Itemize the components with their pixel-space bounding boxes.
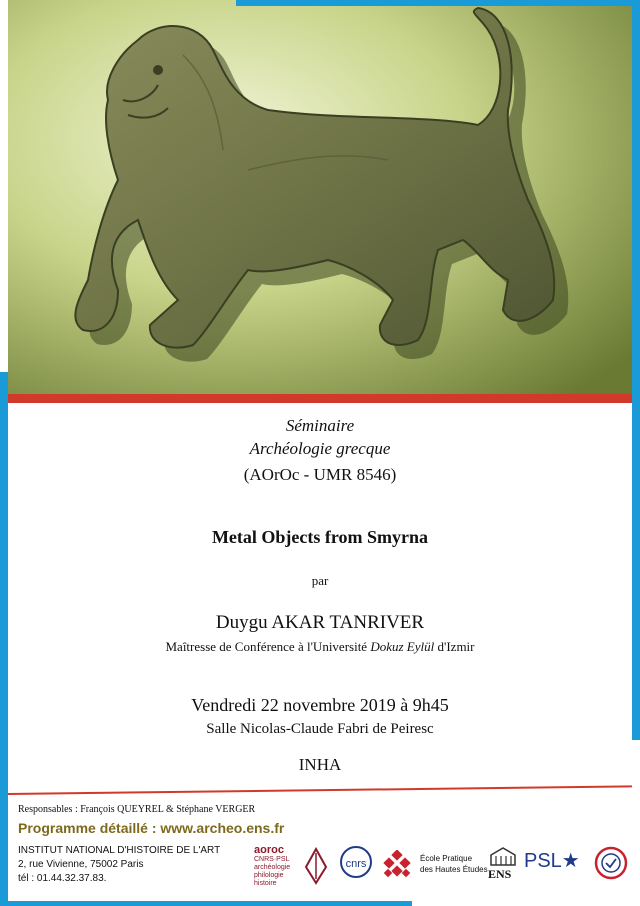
event-room: Salle Nicolas-Claude Fabri de Peiresc (206, 721, 434, 737)
footer-divider (8, 785, 632, 795)
speaker-affiliation (0, 639, 640, 655)
seminar-label: Séminaire (285, 416, 355, 435)
psl-logo: PSL★ (524, 850, 580, 872)
ephe-logo-line2: des Hautes Études (420, 865, 488, 874)
ens-logo-text: ENS (488, 867, 512, 881)
affiliation-after: d'Izmir (434, 639, 475, 654)
bronze-lion-cutout-icon (8, 0, 632, 396)
cnrs-logo-text: cnrs (345, 858, 367, 870)
event-venue: INHA (298, 755, 342, 774)
seminar-subject: Archéologie grecque (249, 439, 391, 458)
programme-link[interactable]: Programme détaillé : www.archeo.ens.fr (18, 820, 285, 836)
accent-bar-bottom (0, 901, 412, 906)
ephe-logo-line1: École Pratique (420, 854, 473, 863)
cover-photo (8, 0, 632, 396)
affiliation-university: Dokuz Eylül (370, 639, 435, 654)
cnrs-logo (338, 846, 374, 883)
ephe-logo-text (420, 853, 488, 875)
address-street: 2, rue Vivienne, 75002 Paris (18, 859, 144, 870)
aoroc-logo (254, 845, 300, 888)
speaker-name: Duygu AKAR TANRIVER (215, 612, 425, 633)
footer-responsables: Responsables : François QUEYREL & Stéphane VERGER (18, 804, 256, 815)
psl-seal-icon (594, 846, 628, 885)
aoroc-logo-line3: philologie (254, 872, 284, 879)
pen-nib-icon (302, 847, 330, 890)
address-phone: tél : 01.44.32.37.83. (18, 873, 107, 884)
ephe-diamond-icon (380, 850, 414, 889)
talk-par: par (311, 573, 329, 588)
aoroc-logo-line1: CNRS·PSL (254, 856, 290, 863)
address-institution: INSTITUT NATIONAL D'HISTOIRE DE L'ART (18, 845, 221, 856)
aoroc-logo-line2: archéologie (254, 864, 291, 871)
event-date: Vendredi 22 novembre 2019 à 9h45 (191, 695, 449, 715)
talk-title: Metal Objects from Smyrna (211, 527, 429, 547)
aoroc-logo-line4: histoire (254, 880, 277, 887)
accent-band-red (8, 394, 632, 403)
seminar-unit: (AOrOc - UMR 8546) (243, 465, 397, 484)
affiliation-before: Maîtresse de Conférence à l'Université (165, 639, 371, 654)
accent-bar-top (236, 0, 640, 6)
aoroc-logo-title: aoroc (254, 844, 284, 856)
